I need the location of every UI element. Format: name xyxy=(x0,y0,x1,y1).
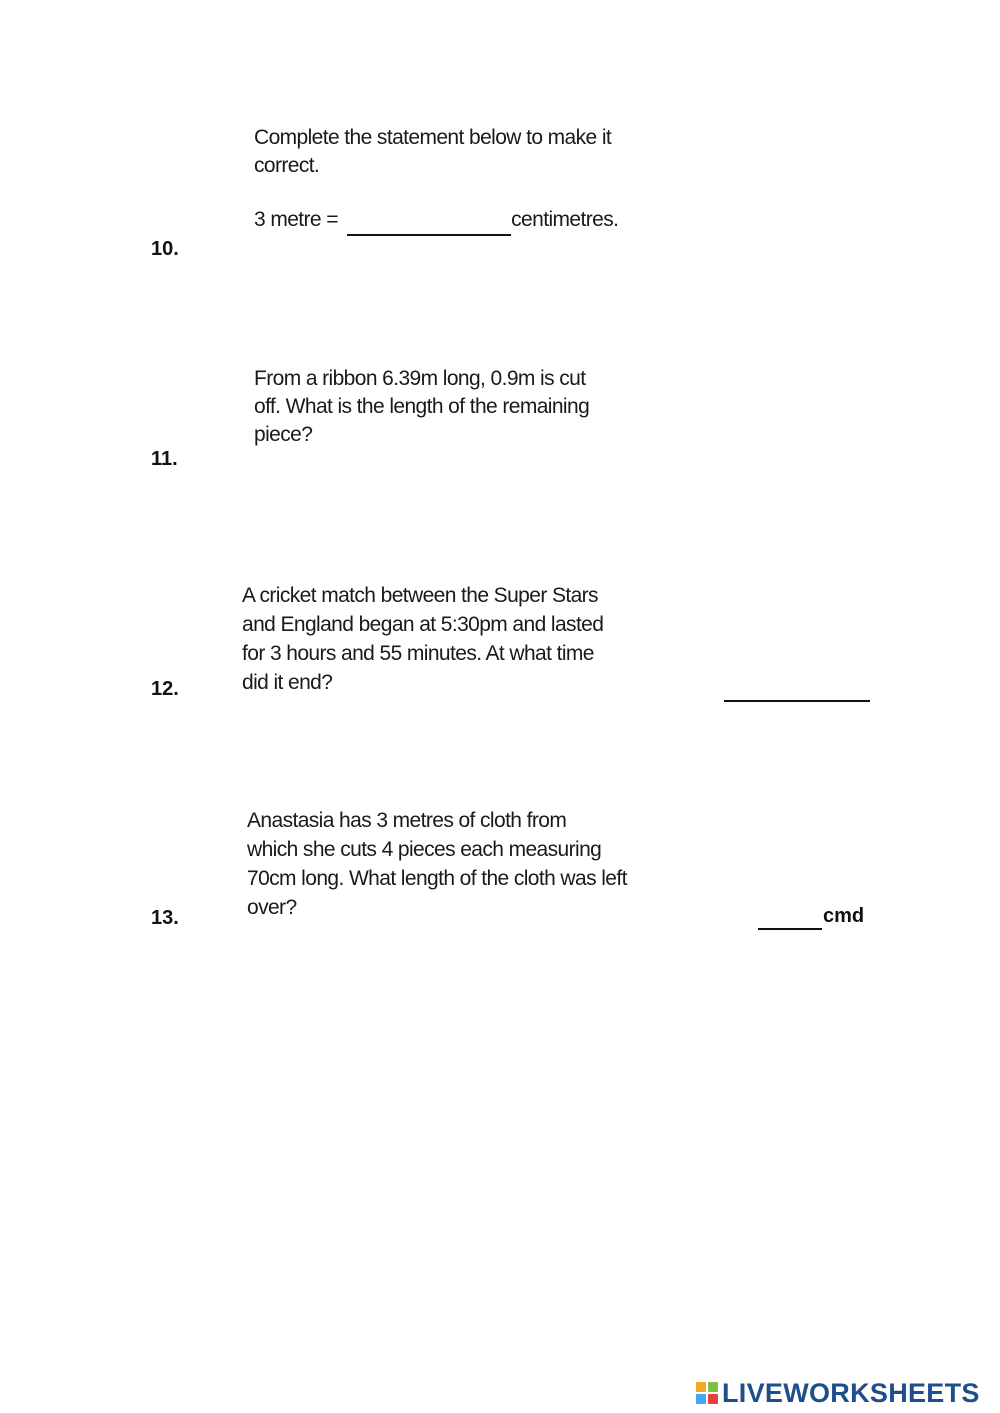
question-number-12: 12. xyxy=(151,678,179,700)
logo-square xyxy=(696,1382,706,1392)
liveworksheets-logo-icon xyxy=(696,1382,718,1404)
question-line: which she cuts 4 pieces each measuring xyxy=(247,838,602,861)
logo-text: LIVEWORKSHEETS xyxy=(722,1377,980,1408)
question-10-text xyxy=(254,124,618,236)
answer-blank-12[interactable] xyxy=(724,684,870,702)
question-line: piece? xyxy=(254,423,313,446)
answer-blank-10[interactable] xyxy=(347,206,511,236)
question-12-text xyxy=(242,581,603,697)
question-line: correct. xyxy=(254,154,320,177)
question-line: 70cm long. What length of the cloth was left xyxy=(247,867,627,890)
logo-square xyxy=(708,1394,718,1404)
question-line: off. What is the length of the remaining xyxy=(254,395,590,418)
question-line: and England began at 5:30pm and lasted xyxy=(242,613,604,636)
statement-suffix: centimetres. xyxy=(511,208,619,231)
question-line: for 3 hours and 55 minutes. At what time xyxy=(242,642,594,665)
question-line: From a ribbon 6.39m long, 0.9m is cut xyxy=(254,367,586,390)
liveworksheets-logo xyxy=(696,1378,980,1408)
question-line: Anastasia has 3 metres of cloth from xyxy=(247,809,567,832)
question-number-11: 11. xyxy=(151,448,178,470)
question-line: Complete the statement below to make it xyxy=(254,126,612,149)
answer-unit-13: cmd xyxy=(823,905,865,927)
logo-square xyxy=(708,1382,718,1392)
logo-square xyxy=(696,1394,706,1404)
question-13-text xyxy=(247,806,627,922)
statement xyxy=(254,206,618,236)
question-number-13: 13. xyxy=(151,907,179,929)
statement-prefix: 3 metre = xyxy=(254,208,338,231)
answer-blank-13[interactable] xyxy=(758,912,822,930)
question-line: over? xyxy=(247,896,297,919)
question-11-text xyxy=(254,365,589,449)
question-line: did it end? xyxy=(242,671,333,694)
question-line: A cricket match between the Super Stars xyxy=(242,584,598,607)
question-number-10: 10. xyxy=(151,238,179,260)
